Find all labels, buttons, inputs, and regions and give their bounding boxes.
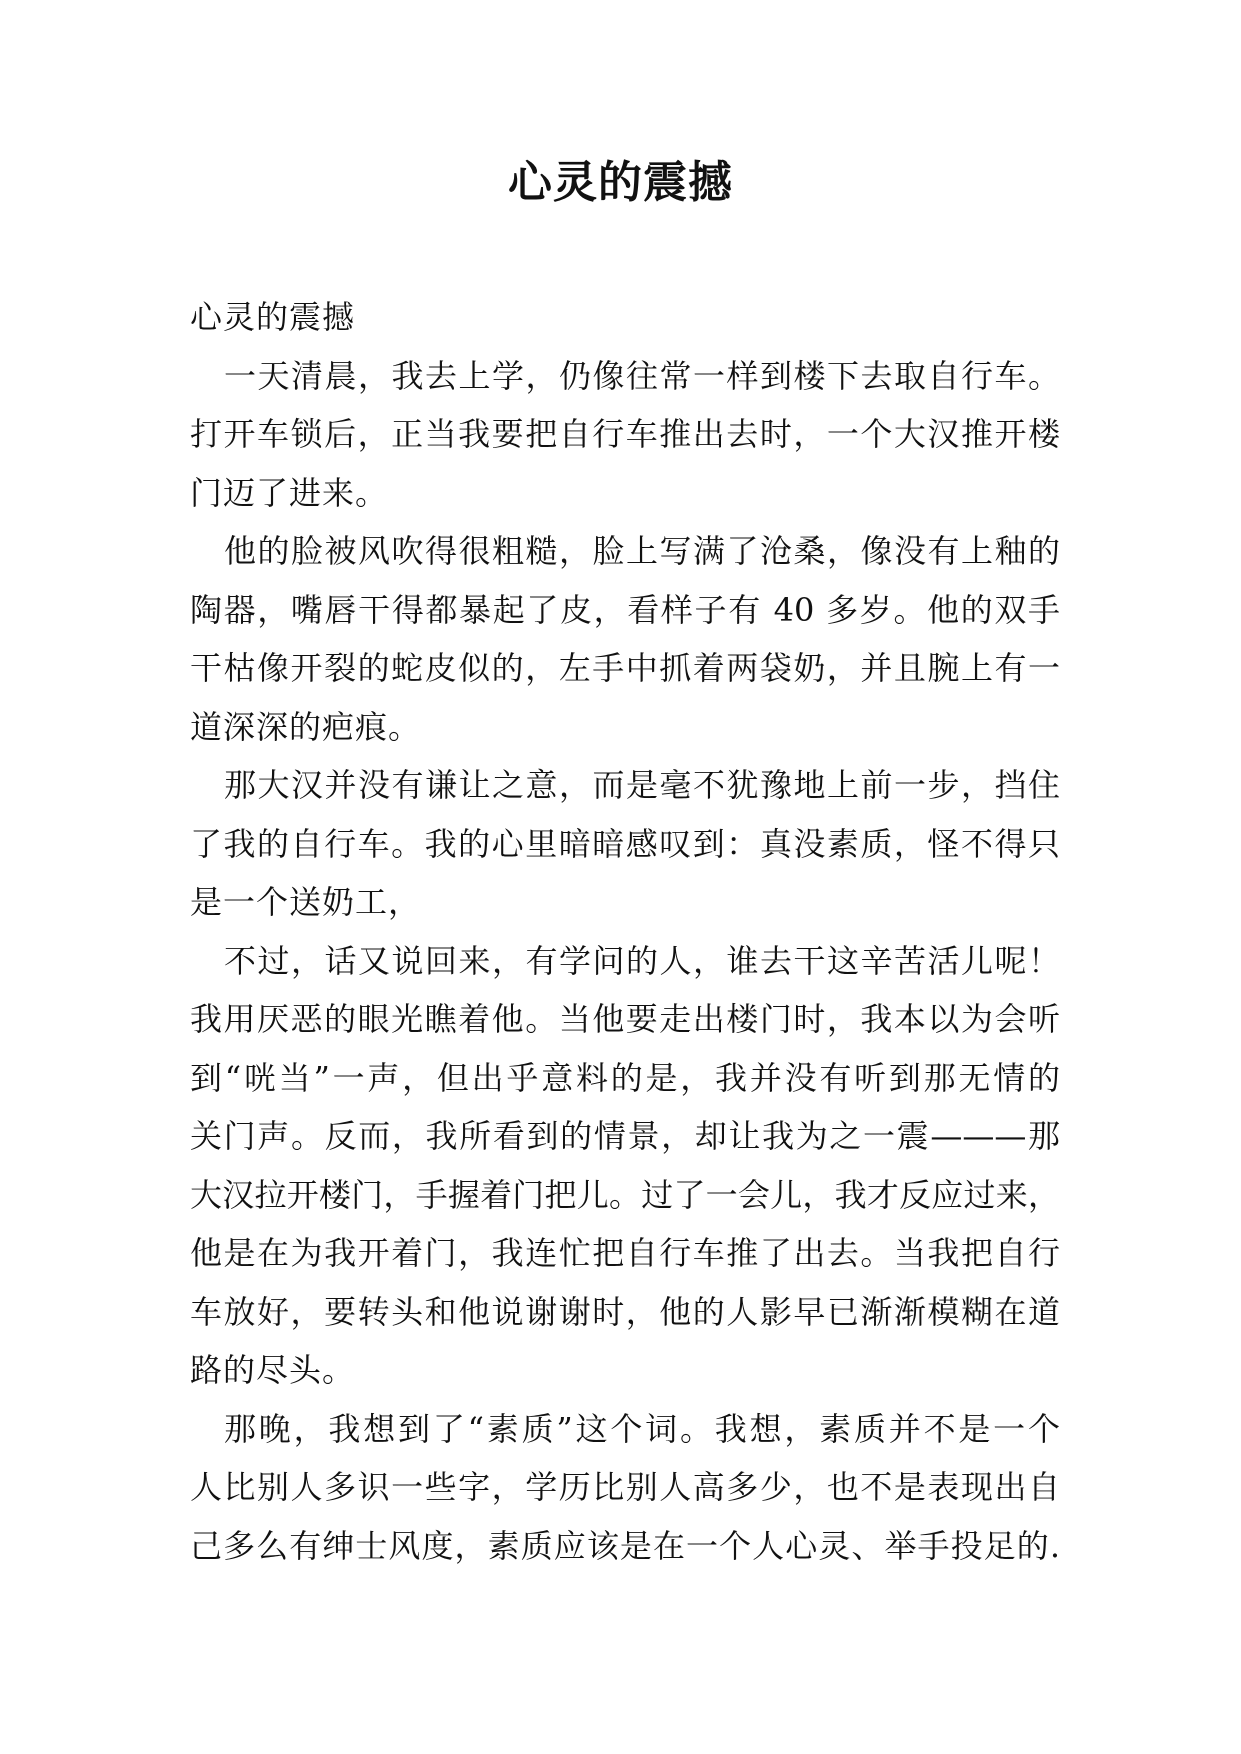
document-title: 心灵的震撼	[508, 157, 733, 208]
text-line: 关门声。反而，我所看到的情景，却让我为之一震———那	[190, 1117, 1060, 1155]
text-line: 了我的自行车。我的心里暗暗感叹到：真没素质，怪不得只	[190, 824, 1060, 863]
text-line: 打开车锁后，正当我要把自行车推出去时，一个大汉推开楼	[190, 415, 1060, 453]
text-line: 那晚，我想到了“素质”这个词。我想，素质并不是一个	[224, 1409, 1060, 1448]
text-line: 到“咣当”一声，但出乎意料的是，我并没有听到那无情的	[190, 1058, 1060, 1097]
paragraph	[190, 1400, 1060, 1576]
paragraph	[190, 522, 1060, 756]
text-line: 大汉拉开楼门，手握着门把儿。过了一会儿，我才反应过来，	[190, 1175, 1060, 1214]
text-line: 我用厌恶的眼光瞧着他。当他要走出楼门时，我本以为会听	[190, 1000, 1060, 1038]
text-line: 干枯像开裂的蛇皮似的，左手中抓着两袋奶，并且腕上有一	[190, 649, 1060, 687]
text-line: 道深深的疤痕。	[190, 707, 422, 746]
text-line: 陶器，嘴唇干得都暴起了皮，看样子有 40 多岁。他的双手	[190, 590, 1060, 629]
text-line: 那大汉并没有谦让之意，而是毫不犹豫地上前一步，挡住	[224, 766, 1060, 804]
paragraph-heading	[190, 288, 1060, 347]
paragraph	[190, 932, 1060, 1400]
text-line: 路的尽头。	[190, 1351, 356, 1389]
text-line: 是一个送奶工，	[190, 883, 422, 921]
text-line: 门迈了进来。	[190, 473, 389, 512]
text-line: 人比别人多识一些字，学历比别人高多少，也不是表现出自	[190, 1468, 1060, 1506]
paragraph	[190, 756, 1060, 932]
text-line: 不过，话又说回来，有学问的人，谁去干这辛苦活儿呢！	[224, 941, 1060, 980]
text-line: 他的脸被风吹得很粗糙，脸上写满了沧桑，像没有上釉的	[224, 532, 1060, 570]
body-heading-line: 心灵的震撼	[190, 298, 356, 336]
text-line: 车放好，要转头和他说谢谢时，他的人影早已渐渐模糊在道	[190, 1292, 1060, 1331]
paragraph	[190, 347, 1060, 523]
text-line: 己多么有绅士风度，素质应该是在一个人心灵、举手投足的.	[190, 1526, 1060, 1565]
text-line: 一天清晨，我去上学，仍像往常一样到楼下去取自行车。	[224, 356, 1060, 395]
text-line: 他是在为我开着门，我连忙把自行车推了出去。当我把自行	[190, 1234, 1060, 1272]
document-body	[190, 288, 1060, 1575]
